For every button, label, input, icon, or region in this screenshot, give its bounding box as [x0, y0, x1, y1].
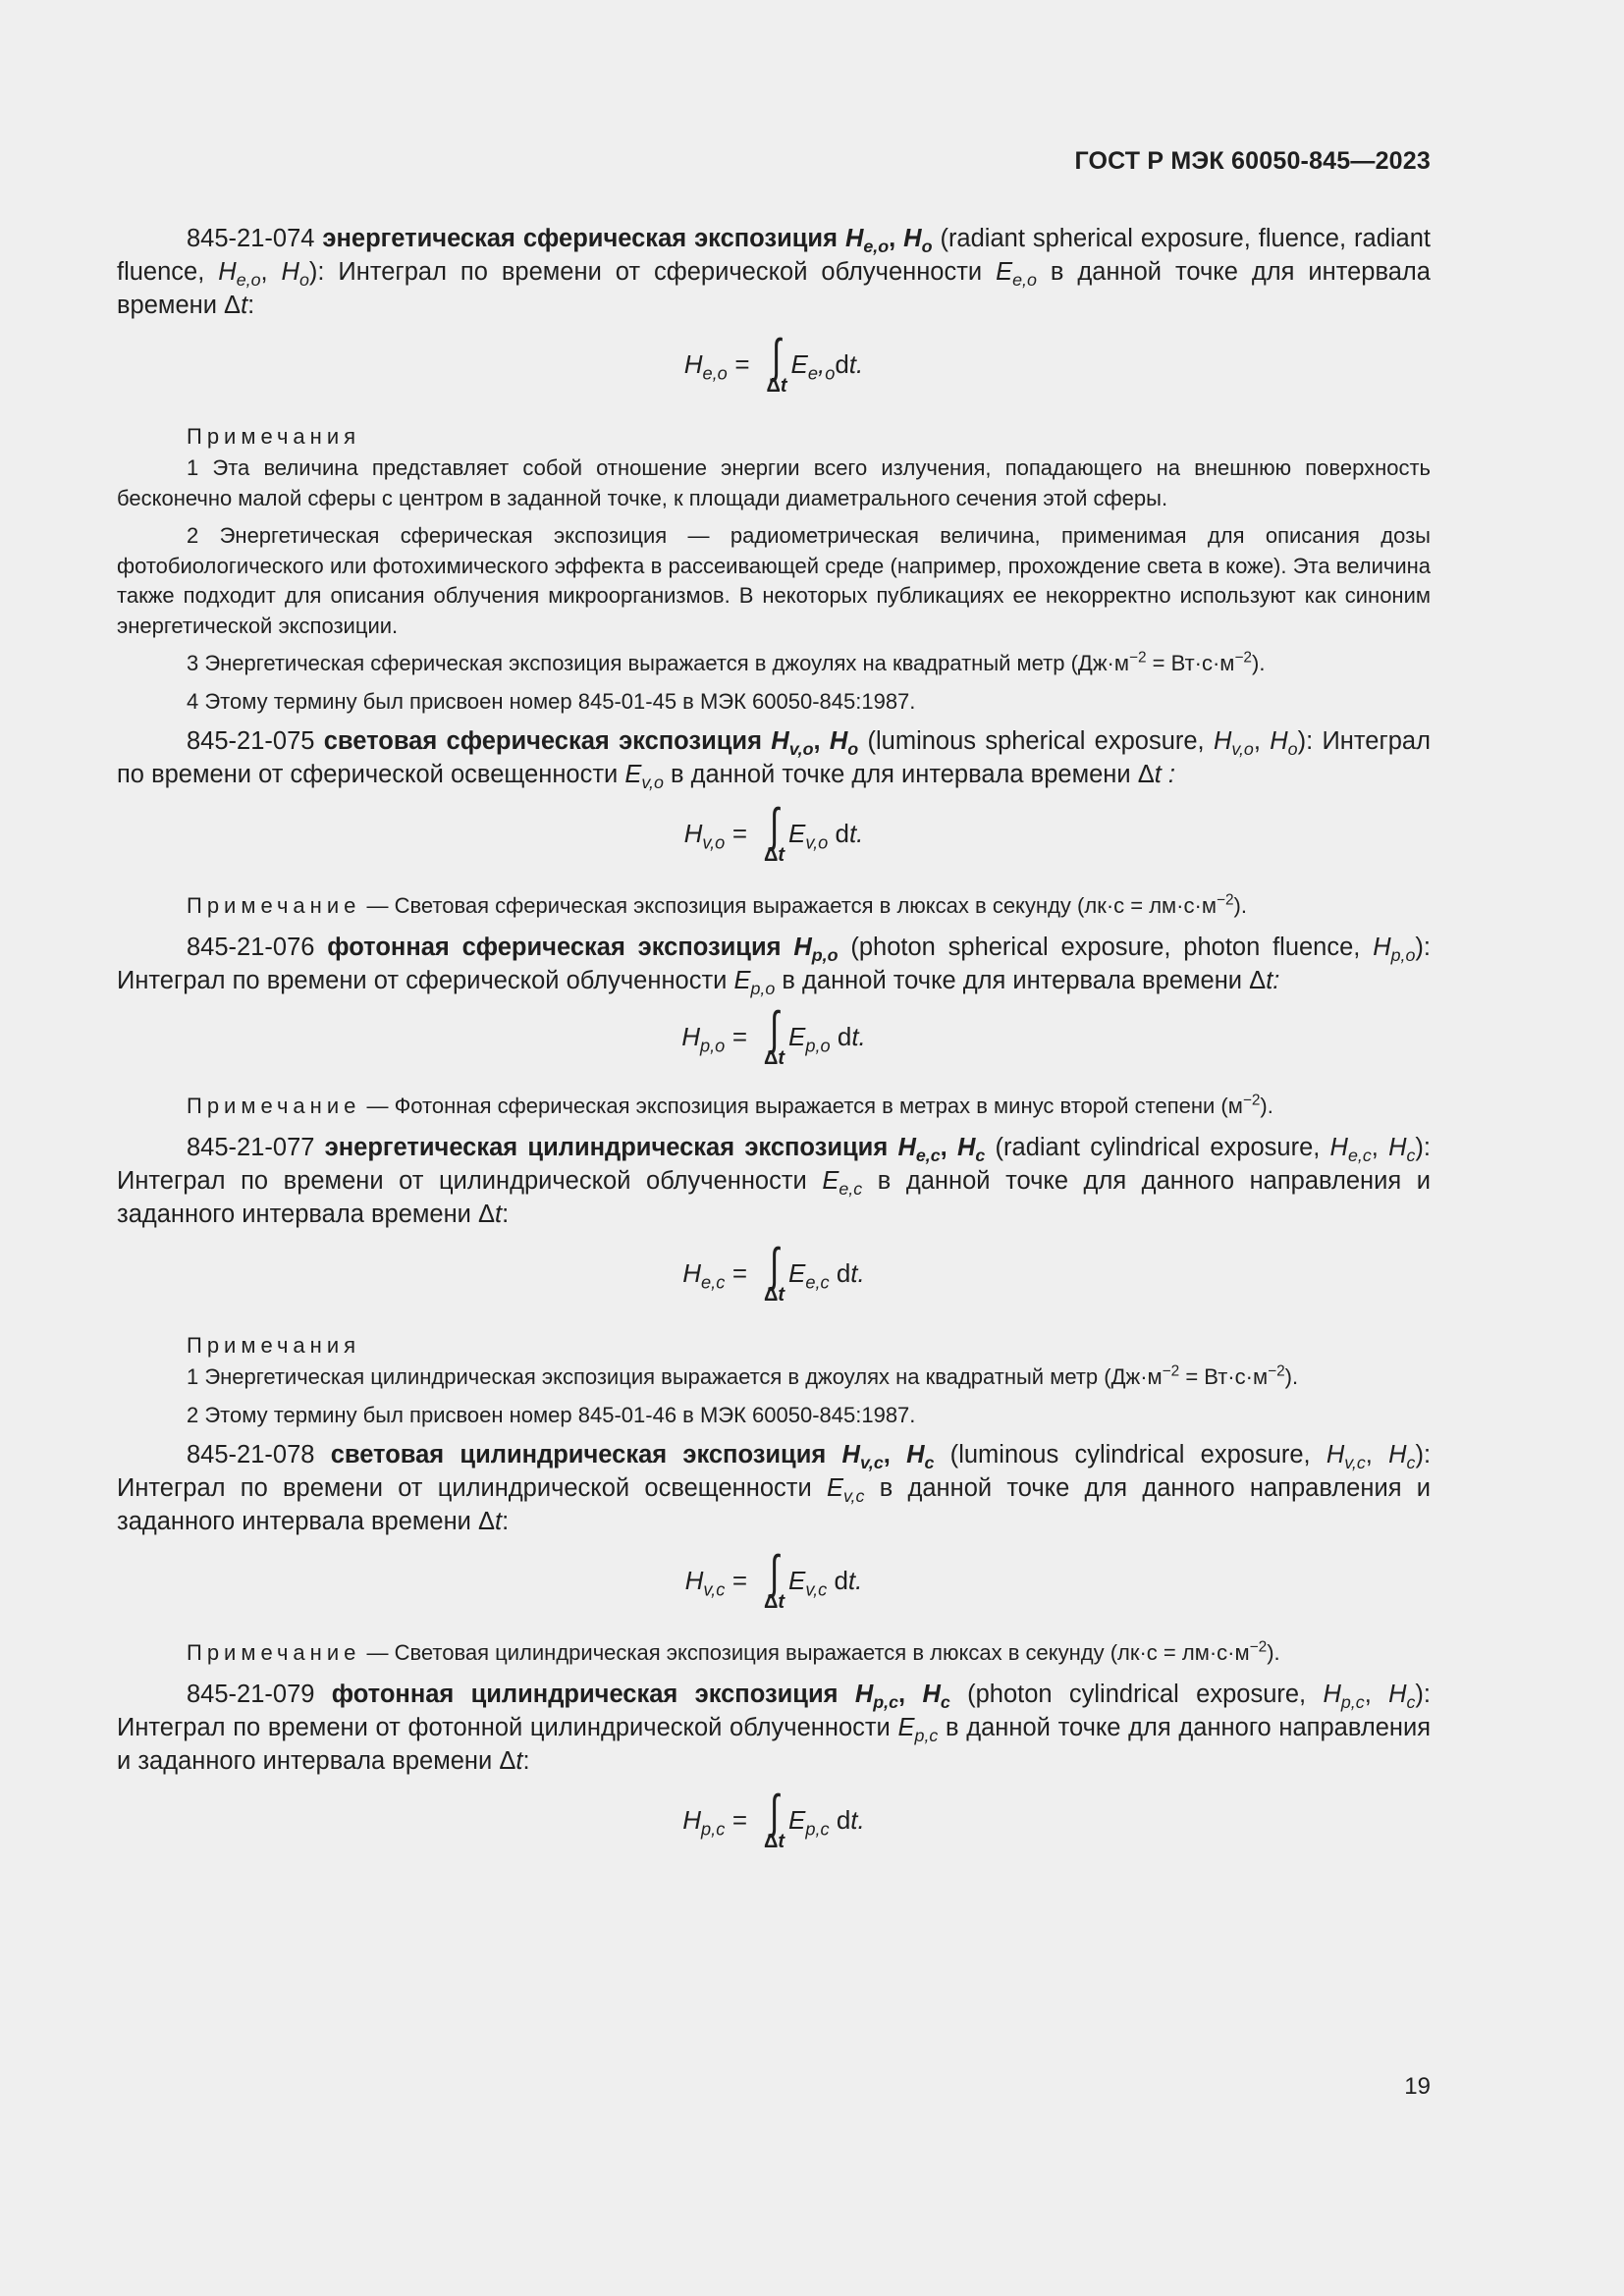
- definition-text: ): Интеграл по времени от цилиндрической освещенности: [117, 1441, 1432, 1502]
- definition-text: ): Интеграл по времени от сферической облученности: [117, 934, 1431, 994]
- definition-text: ): Интеграл по времени от сферической облученности: [308, 258, 983, 286]
- term-number: 845-21-077: [187, 1134, 315, 1161]
- definition-text: в данной точке для данного направления и заданного интервала времени: [117, 1167, 1431, 1228]
- term-english: photon cylindrical exposure,: [975, 1681, 1307, 1708]
- term-english: luminous cylindrical exposure,: [958, 1441, 1311, 1468]
- term-075-definition: 845-21-075 световая сферическая экспозиция $H_{v,o}$, $H_o$ (luminous spherical exposure, $H_{v,o}$, $H_o$): Интеграл по времени от сферической освещенности $E_{v,o}$ в данной точке для интервала времени Δt :: [117, 727, 1431, 793]
- term-076-definition: 845-21-076 фотонная сферическая экспозиция $H_{p,o}$ (photon spherical exposure, photon fluence, $H_{p,o}$): Интеграл по времени от сферической облученности $E_{p,o}$ в данной точке для интервала времени Δt:: [117, 934, 1431, 999]
- note: Примечание — Световая сферическая экспозиция выражается в люксах в секунду $(лк\cdot с = лм\cdot с\cdot м^{-2})$.: [187, 891, 1247, 918]
- term-name: фотонная сферическая экспозиция: [327, 934, 782, 961]
- note: 2 Энергетическая сферическая экспозиция — радиометрическая величина, применимая для описания дозы фотобиологического или фотохимического эффекта в рассеивающей среде (например, прохождение света в коже). Эта величина также подходит для описания облучения микроорганизмов. В некоторых публикациях ее некорректно используют как синоним энергетической экспозиции.: [117, 523, 1431, 638]
- term-name: световая сферическая экспозиция: [323, 727, 762, 755]
- term-english: luminous spherical exposure,: [875, 727, 1205, 755]
- page-number: 19: [1404, 2073, 1431, 2100]
- term-number: 845-21-078: [187, 1441, 315, 1468]
- page-content: [117, 222, 1431, 1862]
- term-name: световая цилиндрическая экспозиция: [330, 1441, 827, 1468]
- note: 1 Энергетическая цилиндрическая экспозиция выражается в джоулях на квадратный метр $(Дж\cdot м^{-2} = Вт\cdot с\cdot м^{-2})$.: [187, 1362, 1299, 1389]
- definition-text: в данной точке для интервала времени: [117, 258, 1431, 319]
- definition-text: в данной точке для интервала времени: [670, 761, 1131, 788]
- note: 3 Энергетическая сферическая экспозиция выражается в джоулях на квадратный метр $(Дж\cdot м^{-2} = Вт\cdot с\cdot м^{-2})$.: [187, 649, 1266, 675]
- notes-heading: Примечания: [187, 424, 361, 449]
- definition-text: в данной точке для интервала времени: [782, 967, 1243, 994]
- note: 4 Этому термину был присвоен номер 845-01-45 в МЭК 60050-845:1987.: [187, 688, 916, 714]
- formula: $H_{e,c}$ = ∫ Δt $E_{e,c}$ dt.: [682, 1240, 865, 1306]
- term-number: 845-21-075: [187, 727, 315, 755]
- term-name: энергетическая цилиндрическая экспозиция: [324, 1134, 889, 1161]
- term-074-definition: 845-21-074 энергетическая сферическая экспозиция $H_{e,o}$, $H_o$ (radiant spherical exposure, fluence, radiant fluence, $H_{e,o}$, $H_o$): Интеграл по времени от сферической облученности $E_{e,o}$ в данной точке для интервала времени Δt:: [117, 225, 1431, 319]
- note: 2 Этому термину был присвоен номер 845-01-46 в МЭК 60050-845:1987.: [187, 1402, 916, 1427]
- page-header: ГОСТ Р МЭК 60050-845—2023: [1074, 147, 1431, 175]
- term-number: 845-21-079: [187, 1681, 315, 1708]
- term-name: фотонная цилиндрическая экспозиция: [331, 1681, 839, 1708]
- note: Примечание — Фотонная сферическая экспозиция выражается в метрах в минус второй степени $(м^{-2})$.: [187, 1092, 1273, 1118]
- notes-heading: Примечания: [187, 1333, 361, 1358]
- term-number: 845-21-076: [187, 934, 315, 961]
- term-078-definition: 845-21-078 световая цилиндрическая экспозиция $H_{v,c}$, $H_c$ (luminous cylindrical exposure, $H_{v,c}$, $H_c$): Интеграл по времени от цилиндрической освещенности $E_{v,c}$ в данной точке для данного направления и заданного интервала времени Δt:: [117, 1441, 1432, 1535]
- definition-text: ): Интеграл по времени от цилиндрической облученности: [117, 1134, 1431, 1195]
- term-name: энергетическая сферическая экспозиция: [322, 225, 838, 252]
- formula: $H_{p,o}$ = ∫ Δt $E_{p,o}$ dt.: [681, 1003, 866, 1069]
- note: Примечание — Световая цилиндрическая экспозиция выражается в люксах в секунду $(лк\cdot с = лм\cdot с\cdot м^{-2})$.: [187, 1638, 1280, 1665]
- formula: $H_{v,o}$ = ∫ Δt $E_{v,o}$ dt.: [683, 800, 864, 866]
- term-077-definition: 845-21-077 энергетическая цилиндрическая экспозиция $H_{e,c}$, $H_c$ (radiant cylindrical exposure, $H_{e,c}$, $H_c$): Интеграл по времени от цилиндрической облученности $E_{e,c}$ в данной точке для данного направления и заданного интервала времени Δt:: [117, 1134, 1431, 1228]
- term-english: radiant spherical exposure, fluence, radiant fluence,: [117, 225, 1431, 286]
- note: 1 Эта величина представляет собой отношение энергии всего излучения, попадающего на внешнюю поверхность бесконечно малой сферы с центром в заданной точке, к площади диаметрального сечения этой сферы.: [117, 455, 1431, 510]
- formula: $H_{p,c}$ = ∫ Δt $E_{p,c}$ dt.: [682, 1787, 865, 1852]
- definition-text: в данной точке для данного направления и заданного интервала времени: [117, 1714, 1432, 1775]
- definition-text: ): Интеграл по времени от сферической освещенности: [117, 727, 1431, 788]
- term-079-definition: 845-21-079 фотонная цилиндрическая экспозиция $H_{p,c}$, $H_c$ (photon cylindrical exposure, $H_{p,c}$, $H_c$): Интеграл по времени от фотонной цилиндрической облученности $E_{p,c}$ в данной точке для данного направления и заданного интервала времени Δt:: [117, 1681, 1432, 1775]
- formula: $H_{e,o}$ = ∫ Δt $E_e,_odt$.: [683, 331, 864, 397]
- term-english: radiant cylindrical exposure,: [1003, 1134, 1321, 1161]
- definition-text: в данной точке для данного направления и заданного интервала времени: [117, 1474, 1431, 1535]
- formula: $H_{v,c}$ = ∫ Δt $E_{v,c}$ dt.: [684, 1547, 863, 1613]
- term-english: photon spherical exposure, photon fluence,: [858, 934, 1361, 961]
- term-number: 845-21-074: [187, 225, 315, 252]
- definition-text: ): Интеграл по времени от фотонной цилиндрической облученности: [117, 1681, 1431, 1741]
